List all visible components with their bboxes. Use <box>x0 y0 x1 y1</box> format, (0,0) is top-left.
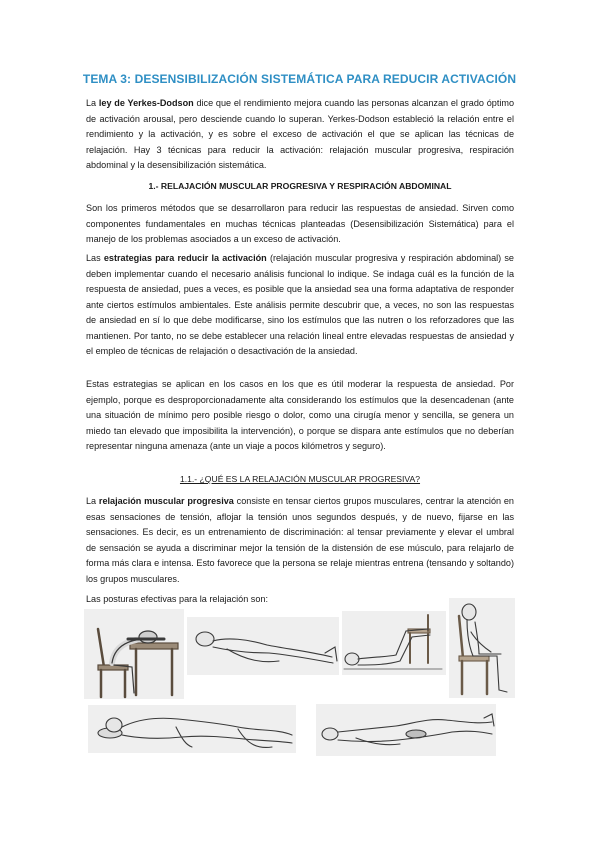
section-heading: 1.- RELAJACIÓN MUSCULAR PROGRESIVA Y RESPIRACIÓN ABDOMINAL <box>148 181 452 191</box>
paragraph-text: La <box>86 98 99 108</box>
paragraph-progressive-relaxation <box>86 494 514 587</box>
paragraph-strategies <box>86 251 514 360</box>
document-title: TEMA 3: DESENSIBILIZACIÓN SISTEMÁTICA PARA REDUCIR ACTIVACIÓN <box>82 72 517 86</box>
posture-lying-supine-pillow-icon <box>316 704 496 756</box>
paragraph-postures-intro: Las posturas efectivas para la relajación son: <box>86 594 268 604</box>
bold-term: relajación muscular progresiva <box>98 496 234 506</box>
posture-lying-supine-icon <box>187 617 339 675</box>
paragraph-yerkes-dodson <box>86 96 514 174</box>
paragraph-text: La <box>86 496 99 506</box>
bold-term: estrategias para reducir la activación <box>103 253 267 263</box>
paragraph-methods: Son los primeros métodos que se desarrollaron para reducir las respuestas de ansiedad. Sirven como componentes fundamentales en muchas técnicas planteadas (Desensibilización Sistemática) para el manejo de los problemas asociados a un exceso de activación. <box>86 203 514 244</box>
posture-lying-side-icon <box>88 705 296 753</box>
subsection-heading: 1.1.- ¿QUÉ ES LA RELAJACIÓN MUSCULAR PROGRESIVA? <box>179 474 421 484</box>
paragraph-text: Las <box>86 253 104 263</box>
paragraph-text: (relajación muscular progresiva y respiración abdominal) se deben implementar cuando el necesario análisis funcional lo indique. Se indaga cuál es la función de la respuesta de ansiedad, pues a veces, es posible que la ansiedad sea una forma adaptativa de responder ante ciertos estímulos ambientales. Este análisis permite descubrir que, a veces, no son las respuestas de ansiedad en sí lo que debe modificarse, sino los estímulos que las nutren o los reforzadores que las mantienen. Por tanto, no se debe establecer una relación lineal entre elevadas respuestas de ansiedad y el empleo de técnicas de relajación o desactivación de la ansiedad. <box>86 253 514 356</box>
paragraph-text: dice que el rendimiento mejora cuando las personas alcanzan el grado óptimo de activación arousal, pero desciende cuando lo superan. Yerkes-Dodson estableció la relación entre el rendimiento y la activación, y es sobre el exceso de activación el que se aplican las técnicas de relajación. Hay 3 técnicas para reducir la activación: relajación muscular progresiva, respiración abdominal y la desensibilización sistemática. <box>86 98 514 170</box>
posture-lying-legs-on-chair-icon <box>342 611 446 675</box>
posture-sitting-leaning-on-table-icon <box>84 609 184 699</box>
bold-term: ley de Yerkes-Dodson <box>98 98 194 108</box>
posture-sitting-in-chair-icon <box>449 598 515 698</box>
paragraph-application: Estas estrategias se aplican en los casos en los que es útil moderar la respuesta de ansiedad. Por ejemplo, porque es desproporcionadamente alta considerando los estímulos que la desencadenan (ante una situación de mínimo pero posible riesgo o dolor, como una cirugía menor y sencilla, se genera un miedo tan elevado que imposibilita la intervención), o porque se dispara ante estímulos que no deberían representar ninguna amenaza (ante un viaje a pocos kilómetros y seguro). <box>86 379 514 451</box>
paragraph-text: consiste en tensar ciertos grupos musculares, centrar la atención en esas sensaciones de tensión, aflojar la tensión unos segundos después, y de nuevo, fijarse en las sensaciones. Es decir, es un entrenamiento de discriminación: al tensar previamente y elevar el umbral de sensación se ayuda a discriminar mejor la tensión de la distensión de ese músculo, para relajarlo de forma más clara e intensa. Esto favorece que la persona se relaje mientras entrena (tensando y soltando) los grupos musculares. <box>86 496 514 584</box>
